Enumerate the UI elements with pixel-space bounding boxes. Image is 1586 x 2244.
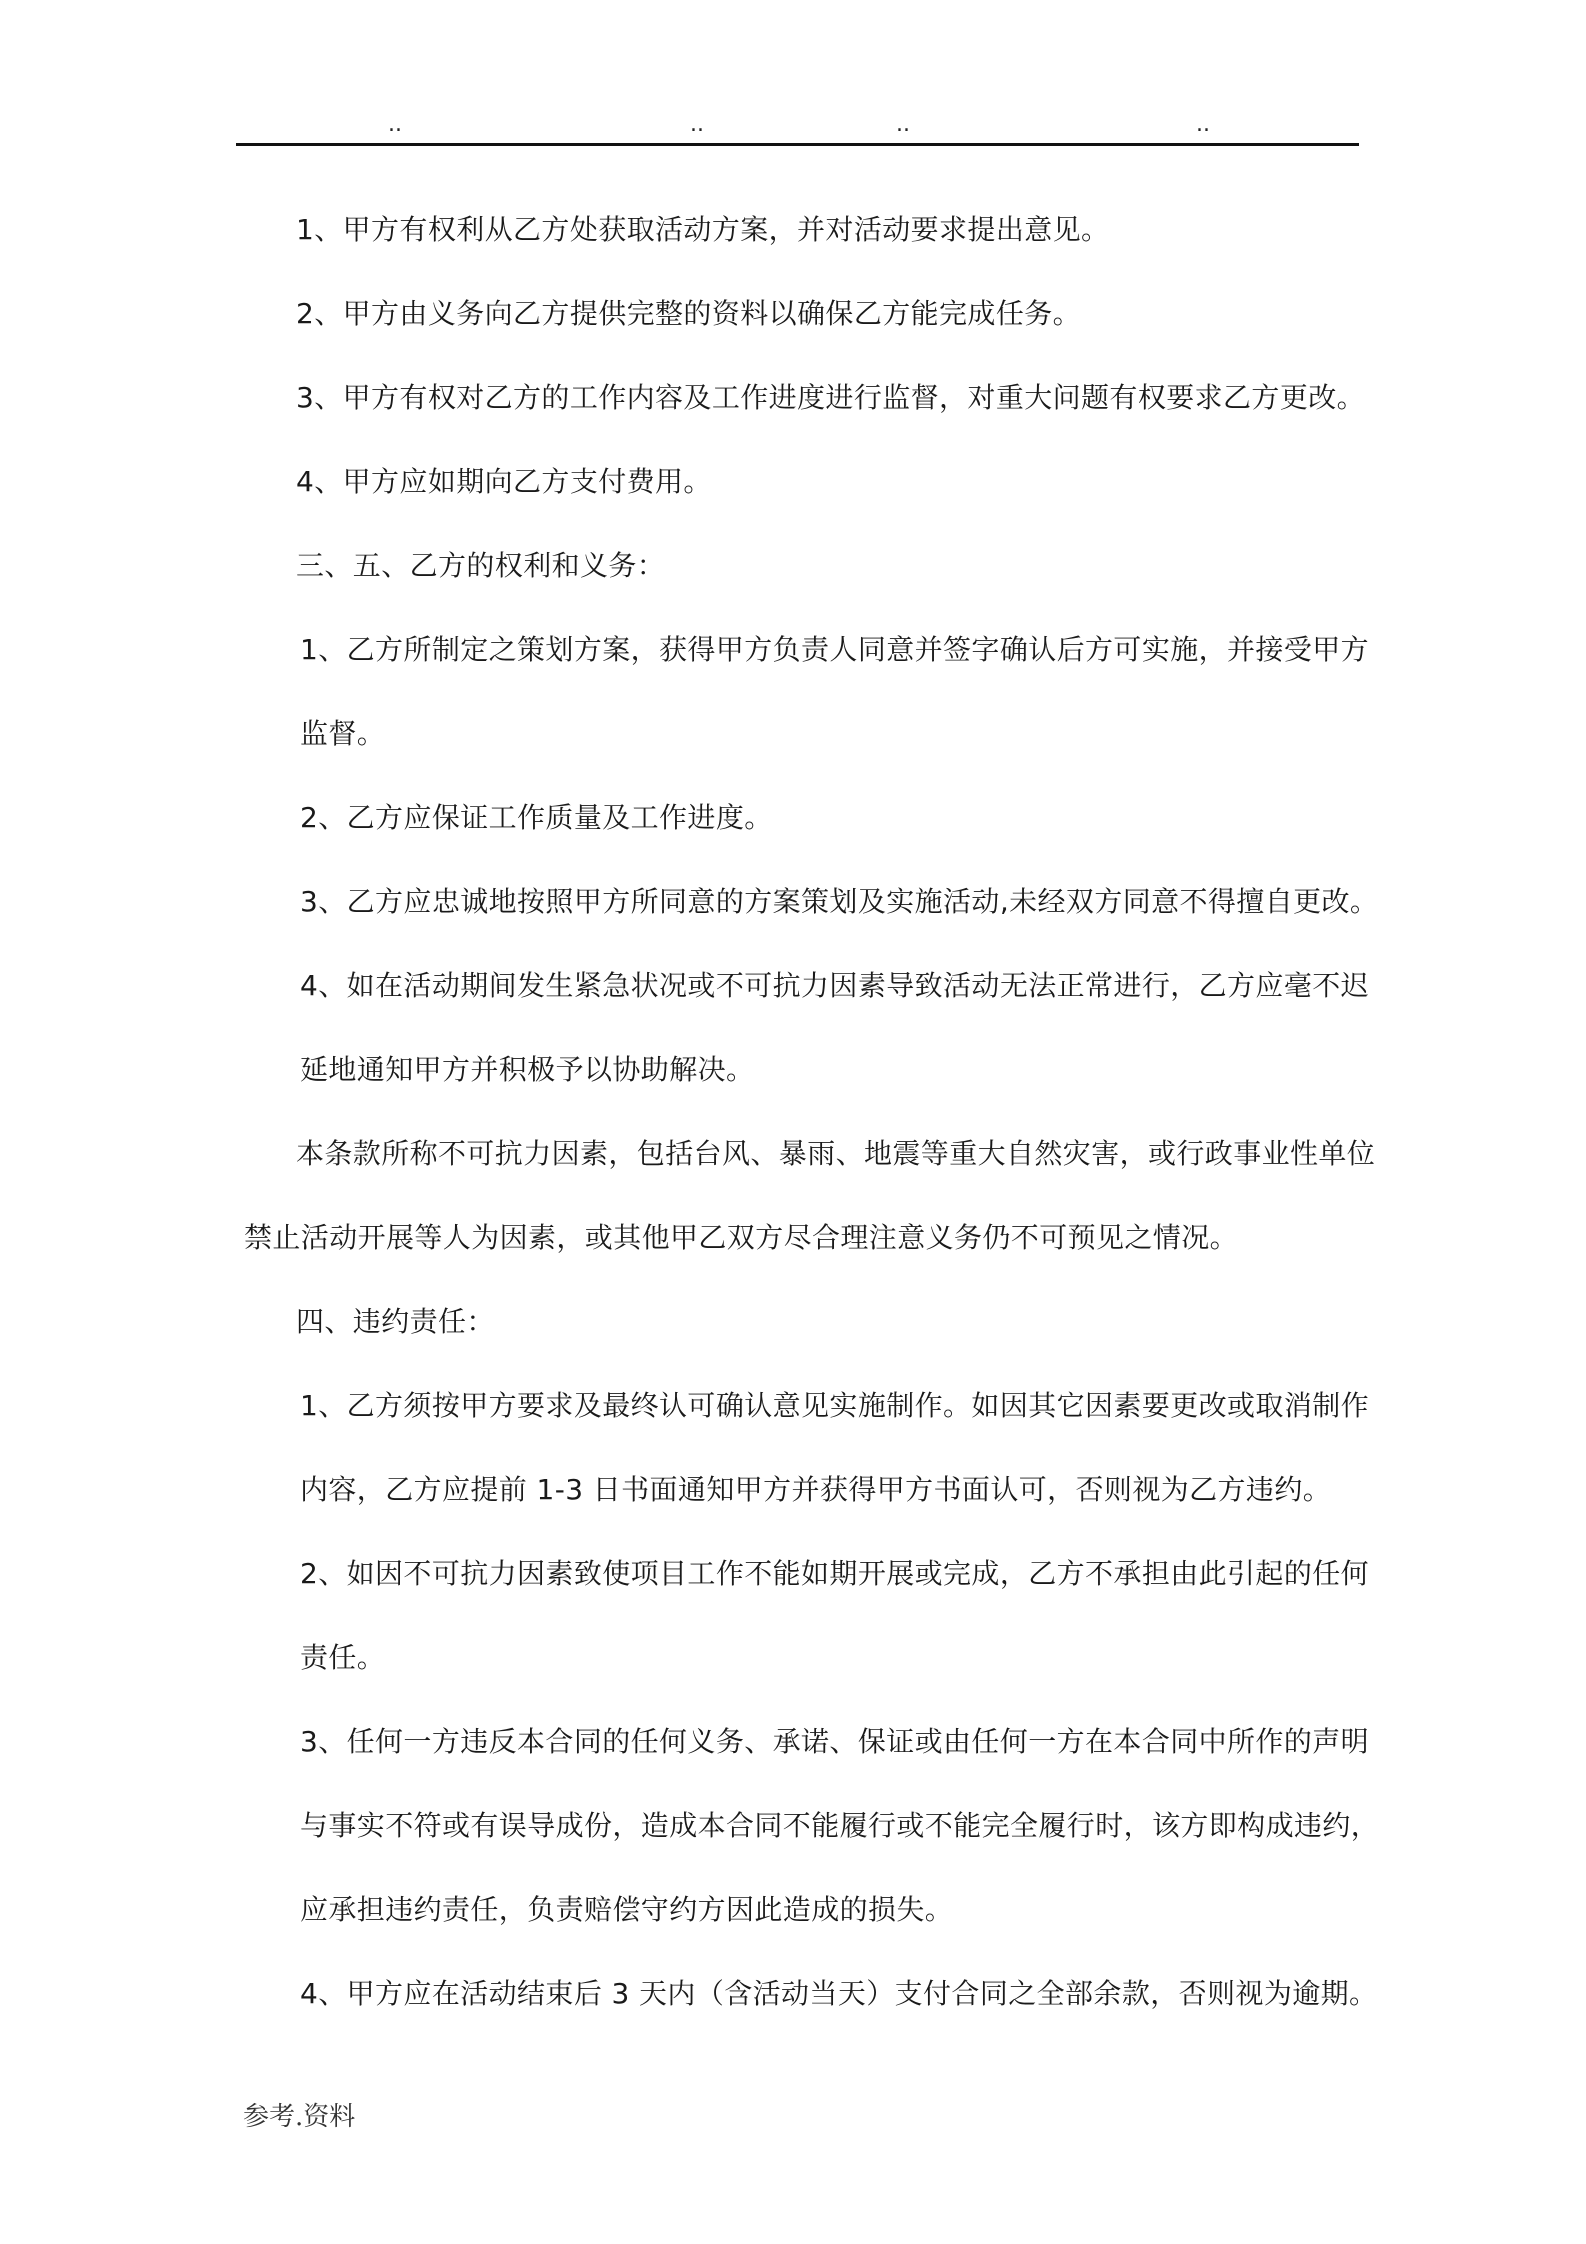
party-a-duty-2: 2、甲方由义务向乙方提供完整的资料以确保乙方能完成任务。 — [296, 297, 1082, 330]
page-footer: 参考.资料 — [243, 2102, 356, 2132]
party-b-item-4: 4、如在活动期间发生紧急状况或不可抗力因素导致活动无法正常进行，乙方应毫不迟 — [300, 969, 1370, 1002]
party-b-item-1-cont: 监督。 — [300, 717, 386, 750]
force-majeure-note-cont: 禁止活动开展等人为因素，或其他甲乙双方尽合理注意义务仍不可预见之情况。 — [244, 1221, 1239, 1254]
header-mark: .. — [896, 112, 910, 137]
party-a-duty-3: 3、甲方有权对乙方的工作内容及工作进度进行监督，对重大问题有权要求乙方更改。 — [296, 381, 1366, 414]
breach-item-2: 2、如因不可抗力因素致使项目工作不能如期开展或完成，乙方不承担由此引起的任何 — [300, 1557, 1370, 1590]
party-b-item-3: 3、乙方应忠诚地按照甲方所同意的方案策划及实施活动,未经双方同意不得擅自更改。 — [300, 885, 1379, 918]
breach-item-1: 1、乙方须按甲方要求及最终认可确认意见实施制作。如因其它因素要更改或取消制作 — [300, 1389, 1370, 1422]
party-b-item-2: 2、乙方应保证工作质量及工作进度。 — [300, 801, 773, 834]
header-mark: .. — [690, 112, 704, 137]
breach-item-4: 4、甲方应在活动结束后 3 天内（含活动当天）支付合同之全部余款，否则视为逾期。 — [300, 1977, 1378, 2010]
party-b-item-1: 1、乙方所制定之策划方案，获得甲方负责人同意并签字确认后方可实施，并接受甲方 — [300, 633, 1370, 666]
breach-item-3: 3、任何一方违反本合同的任何义务、承诺、保证或由任何一方在本合同中所作的声明 — [300, 1725, 1370, 1758]
section-heading-breach: 四、违约责任： — [296, 1305, 495, 1338]
header-mark: .. — [1196, 112, 1210, 137]
section-heading-party-b: 三、五、乙方的权利和义务： — [296, 549, 666, 582]
party-a-duty-4: 4、甲方应如期向乙方支付费用。 — [296, 465, 712, 498]
header-mark: .. — [388, 112, 402, 137]
header-rule — [236, 143, 1359, 146]
breach-item-2-cont: 责任。 — [300, 1641, 386, 1674]
party-a-duty-1: 1、甲方有权利从乙方处获取活动方案，并对活动要求提出意见。 — [296, 213, 1110, 246]
breach-item-3-cont: 应承担违约责任，负责赔偿守约方因此造成的损失。 — [300, 1893, 954, 1926]
force-majeure-note: 本条款所称不可抗力因素，包括台风、暴雨、地震等重大自然灾害，或行政事业性单位 — [296, 1137, 1376, 1170]
party-b-item-4-cont: 延地通知甲方并积极予以协助解决。 — [300, 1053, 755, 1086]
breach-item-3-cont: 与事实不符或有误导成份，造成本合同不能履行或不能完全履行时，该方即构成违约， — [300, 1809, 1380, 1842]
breach-item-1-cont: 内容，乙方应提前 1-3 日书面通知甲方并获得甲方书面认可，否则视为乙方违约。 — [300, 1473, 1332, 1506]
